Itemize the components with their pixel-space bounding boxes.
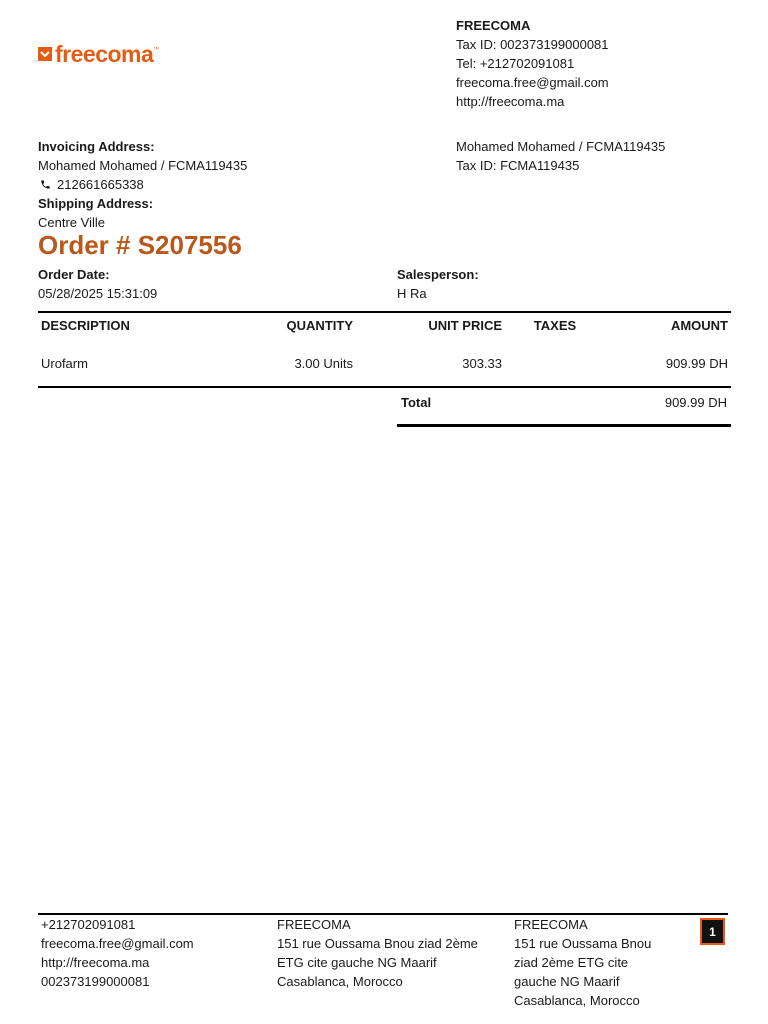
partner-name: Mohamed Mohamed / FCMA119435 (456, 139, 666, 154)
company-name: FREECOMA (456, 18, 531, 33)
invoicing-name: Mohamed Mohamed / FCMA119435 (38, 158, 248, 173)
cell-quantity: 3.00 Units (268, 340, 356, 387)
footer-address-city-2: Casablanca, Morocco (514, 993, 640, 1008)
cell-amount: 909.99 DH (605, 340, 731, 387)
cell-description: Urofarm (38, 340, 268, 387)
footer-email[interactable]: freecoma.free@gmail.com (41, 936, 194, 951)
header-unit-price: UNIT PRICE (356, 312, 505, 340)
order-lines-table (38, 311, 731, 388)
salesperson-value: H Ra (397, 286, 427, 301)
header-amount: AMOUNT (605, 312, 731, 340)
table-row (38, 340, 731, 387)
shipping-address: Centre Ville (38, 215, 105, 230)
order-date-block (38, 265, 157, 303)
footer-contact-column (41, 915, 261, 991)
company-website[interactable]: http://freecoma.ma (456, 94, 565, 109)
footer-phone: +212702091081 (41, 917, 136, 932)
cell-unit-price: 303.33 (356, 340, 505, 387)
footer-address-column (277, 915, 492, 991)
salesperson-block (397, 265, 479, 303)
footer-address-line: 151 rue Oussama Bnou ziad 2ème (277, 936, 478, 951)
footer-address-line-2: 151 rue Oussama Bnou (514, 936, 652, 951)
partner-info (456, 137, 665, 175)
footer-address-column-2 (514, 915, 664, 1010)
footer-website[interactable]: http://freecoma.ma (41, 955, 150, 970)
invoicing-phone-row (38, 175, 247, 194)
footer-tax-id: 002373199000081 (41, 974, 150, 989)
shipping-address-label: Shipping Address: (38, 196, 154, 211)
phone-icon (40, 179, 51, 190)
company-tax-id: Tax ID: 002373199000081 (456, 37, 609, 52)
logo-wordmark: freecoma (55, 41, 154, 67)
total-row (397, 381, 731, 426)
page-number-badge: 1 (700, 918, 725, 945)
total-label: Total (397, 381, 515, 426)
cell-taxes (505, 340, 605, 387)
header-description: DESCRIPTION (38, 312, 268, 340)
logo-trademark: ™ (153, 47, 160, 53)
footer-address-line-2: ziad 2ème ETG cite (514, 955, 629, 970)
company-info (456, 16, 609, 111)
totals-table (397, 381, 731, 427)
table-header-row (38, 312, 731, 340)
company-email[interactable]: freecoma.free@gmail.com (456, 75, 609, 90)
salesperson-label: Salesperson: (397, 267, 479, 282)
footer-address-city: Casablanca, Morocco (277, 974, 403, 989)
order-date-label: Order Date: (38, 267, 110, 282)
footer-address-line: ETG cite gauche NG Maarif (277, 955, 437, 970)
order-title: Order # S207556 (38, 230, 242, 260)
header-quantity: QUANTITY (268, 312, 356, 340)
footer-company-name-2: FREECOMA (514, 917, 588, 932)
address-block (38, 137, 247, 232)
invoicing-address-label: Invoicing Address: (38, 139, 155, 154)
invoicing-phone: 212661665338 (57, 177, 144, 192)
footer-company-name: FREECOMA (277, 917, 351, 932)
total-value: 909.99 DH (515, 381, 731, 426)
order-date-value: 05/28/2025 15:31:09 (38, 286, 158, 301)
header-taxes: TAXES (505, 312, 605, 340)
freecoma-logo-icon (38, 47, 52, 61)
partner-tax-id: Tax ID: FCMA119435 (456, 158, 580, 173)
footer-address-line-2: gauche NG Maarif (514, 974, 620, 989)
company-tel: Tel: +212702091081 (456, 56, 575, 71)
company-logo (38, 41, 159, 67)
